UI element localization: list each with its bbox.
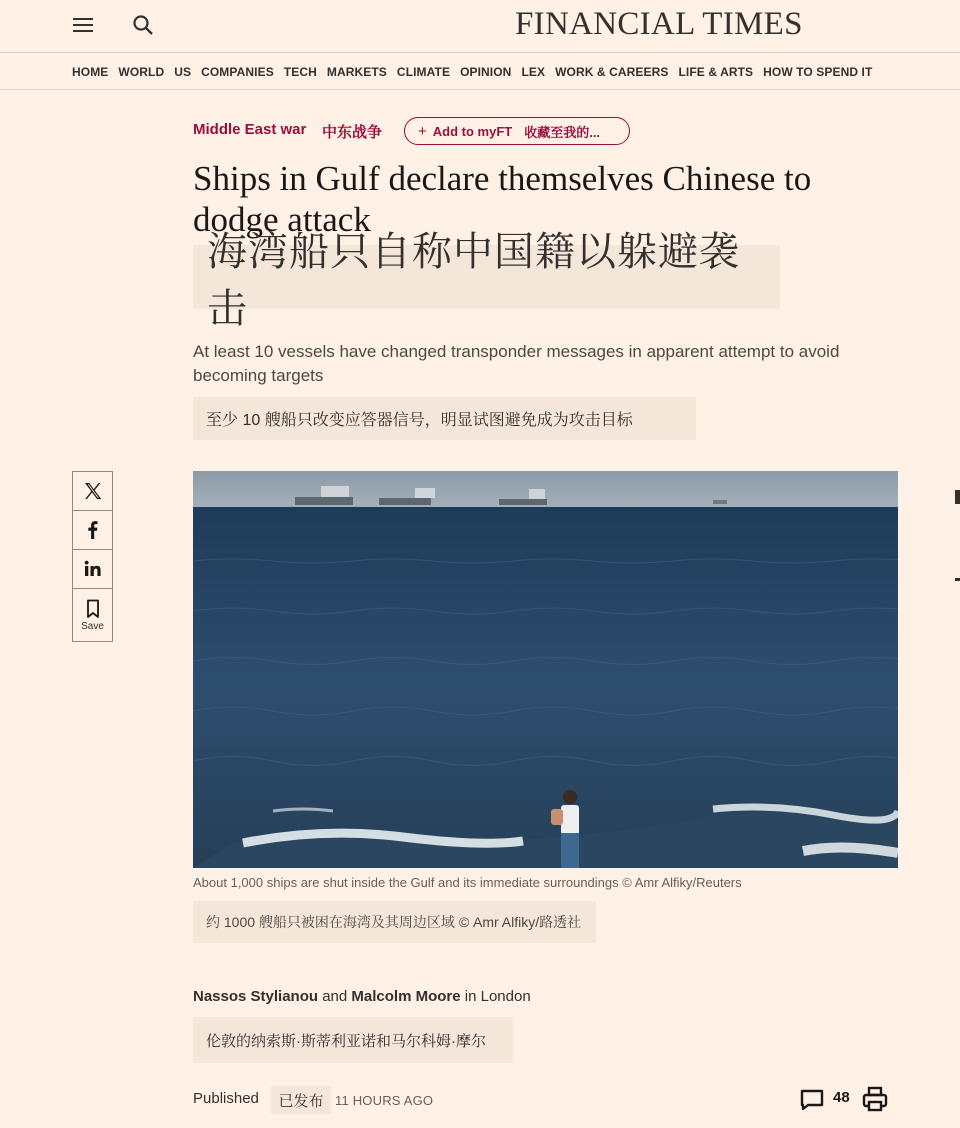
nav-item-world[interactable]: WORLD bbox=[118, 65, 165, 79]
topic-link[interactable]: Middle East war bbox=[193, 121, 307, 138]
author-link-2[interactable]: Malcolm Moore bbox=[351, 988, 461, 1005]
nav-item-tech[interactable]: TECH bbox=[283, 65, 317, 79]
save-label: Save bbox=[81, 620, 104, 632]
published-label: Published bbox=[193, 1090, 259, 1107]
byline-translation: 伦敦的纳索斯·斯蒂利亚诺和马尔科姆·摩尔 bbox=[193, 1017, 513, 1063]
sea-photo bbox=[193, 471, 898, 868]
clipped-sidebar-fragment bbox=[955, 578, 960, 581]
nav-item-opinion[interactable]: OPINION bbox=[460, 65, 512, 79]
article-byline bbox=[193, 988, 531, 1005]
clipped-sidebar-fragment bbox=[955, 490, 960, 504]
caption-translation: 约 1000 艘船只被困在海湾及其周边区域 © Amr Alfiky/路透社 bbox=[193, 901, 596, 943]
search-icon[interactable] bbox=[132, 14, 154, 36]
save-article-button[interactable] bbox=[72, 588, 113, 642]
site-logo[interactable]: FINANCIAL TIMES bbox=[515, 6, 803, 42]
nav-item-work-careers[interactable]: WORK & CAREERS bbox=[555, 65, 669, 79]
byline-and: and bbox=[322, 988, 348, 1005]
share-linkedin-button[interactable] bbox=[72, 549, 113, 588]
myft-label: Add to myFT bbox=[432, 123, 513, 139]
published-label-translation: 已发布 bbox=[271, 1086, 331, 1114]
headline-translation: 海湾船只自称中国籍以躲避袭击 bbox=[193, 245, 780, 309]
nav-item-home[interactable]: HOME bbox=[72, 65, 109, 79]
nav-item-markets[interactable]: MARKETS bbox=[326, 65, 387, 79]
add-to-myft-button[interactable] bbox=[404, 117, 630, 145]
nav-item-life-arts[interactable]: LIFE & ARTS bbox=[678, 65, 754, 79]
nav-item-lex[interactable]: LEX bbox=[521, 65, 546, 79]
article-main-image bbox=[193, 471, 898, 868]
article-headline: Ships in Gulf declare themselves Chinese to dodge attack bbox=[193, 159, 812, 239]
nav-item-climate[interactable]: CLIMATE bbox=[396, 65, 451, 79]
image-caption: About 1,000 ships are shut inside the Gulf and its immediate surroundings © Amr Alfiky/Reuters bbox=[193, 875, 742, 890]
nav-item-us[interactable]: US bbox=[174, 65, 192, 79]
bookmark-icon bbox=[85, 599, 101, 619]
plus-icon: + bbox=[418, 122, 427, 140]
x-twitter-icon bbox=[83, 481, 103, 501]
author-link-1[interactable]: Nassos Stylianou bbox=[193, 988, 319, 1005]
facebook-icon bbox=[83, 520, 103, 540]
standfirst-translation: 至少 10 艘船只改变应答器信号，明显试图避免成为攻击目标 bbox=[193, 397, 696, 440]
nav-item-companies[interactable]: COMPANIES bbox=[201, 65, 274, 79]
nav-item-how-to-spend-it[interactable]: HOW TO SPEND IT bbox=[763, 65, 873, 79]
article-standfirst: At least 10 vessels have changed transponder messages in apparent attempt to avoid becoming targets bbox=[193, 342, 840, 385]
share-x-button[interactable] bbox=[72, 471, 113, 510]
comment-count[interactable]: 48 bbox=[833, 1089, 850, 1106]
myft-label-translation: 收藏至我的... bbox=[524, 124, 601, 140]
share-facebook-button[interactable] bbox=[72, 510, 113, 549]
published-timestamp: 11 HOURS AGO bbox=[335, 1093, 434, 1108]
byline-location: in London bbox=[464, 988, 531, 1005]
topic-translation: 中东战争 bbox=[322, 124, 383, 141]
hamburger-menu-icon[interactable] bbox=[72, 14, 94, 36]
linkedin-icon bbox=[83, 559, 103, 579]
main-navigation bbox=[0, 53, 960, 90]
site-header bbox=[0, 0, 960, 53]
comment-icon[interactable] bbox=[799, 1087, 825, 1113]
share-toolbar bbox=[72, 471, 113, 642]
print-icon[interactable] bbox=[861, 1085, 889, 1113]
